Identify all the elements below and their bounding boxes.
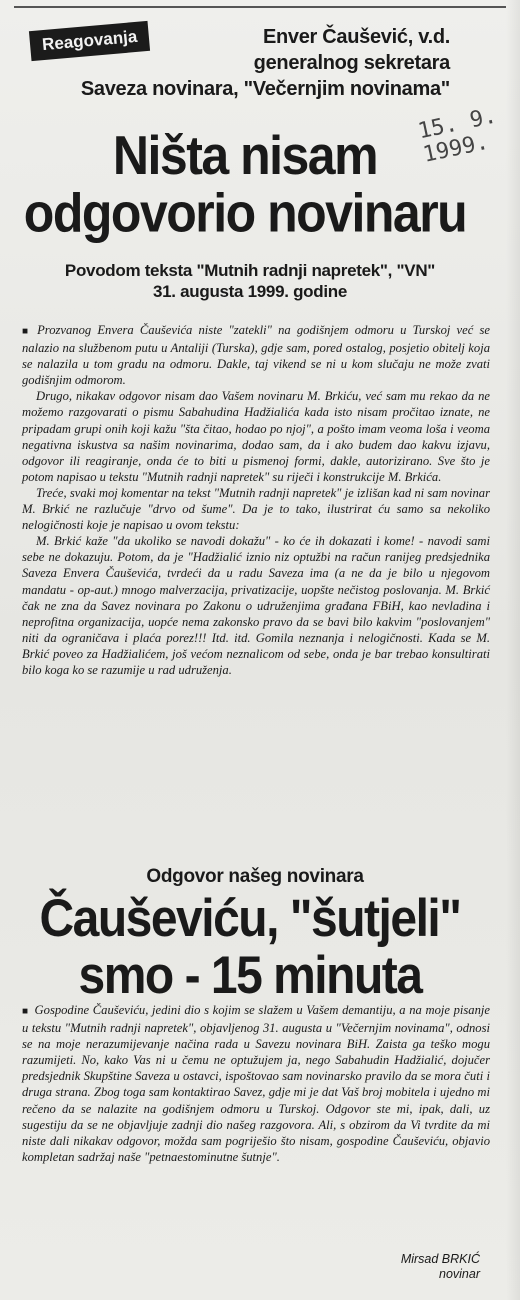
author-line-1: Enver Čaušević, v.d. [262, 26, 450, 48]
bullet-square-icon: ■ [22, 1006, 29, 1017]
top-rule [14, 6, 506, 8]
paragraph: Drugo, nikakav odgovor nisam dao Vašem novinaru M. Brkiću, već sam mu rekao da ne možemo razgovarati o pismu Sabahudina Hadžialića kada isto nisam pročitao iznate, ne pripadam grupi onih koji kažu "šta čitao, hodao po njoj", a pošto imam veoma loša i veoma negativna iskustva sa našim novinarima, dodao sam, da i ako budem dao kakvu izjavu, odgovor ili reagiranje, onda će to biti u pismenoj formi, dakle, autorizirano. Sve što je potom napisao u tekstu "Mutnih radnji napretek" su riječi i konstrukcije M. Brkića. [22, 389, 490, 484]
bullet-square-icon: ■ [22, 326, 32, 337]
author-line-3: Saveza novinara, "Večernjim novinama" [80, 78, 450, 100]
article-body [22, 322, 490, 678]
paper-edge-shadow [506, 0, 520, 1300]
paragraph-text: Gospodine Čauševiću, jedini dio s kojim se slažem u Vašem demantiju, a na moje pisanje u tekstu "Mutnih radnji napretek", objavljenog 31. augusta u "Večernjim novinama", odnosi se na moje nerazumijevanje načina rada u Savezu novinara BiH. Zaista ga teško mogu razumijeti. No, kako Vas ni u čemu ne optužujem ja, nego Sabahudin Hadžialić, dojučer predsjednik Skupštine Saveza u ostavci, ispoštovao sam novinarsko pravilo da se mora čuti i druga strana. Zbog toga sam kontaktirao Savez, gdje mi je dat Vaš broj mobitela i ujedno mi rečeno da se nalazite na godišnjem odmoru u Turskoj. Odgovor ste mi, ipak, dali, uz sugestiju da se ne objavljuje zadnji dio našeg razgovora. Ali, s obzirom da Vi tvrdite da mi niste dali nikakav odgovor, možda sam pogriješio što nisam, gospodine Čauševiću, objavio kompletan sadržaj naše "petnaestominutne šutnje". [22, 1003, 490, 1164]
section-label-reagovanja: Reagovanja [29, 21, 151, 61]
paragraph [22, 1002, 490, 1165]
paragraph [22, 322, 490, 388]
paragraph-text: Prozvanog Envera Čauševića niste "zatekli" na godišnjem odmoru u Turskoj već se nalazio na službenom putu u Antaliji (Turska), gdje sam, pored ostalog, posjetio obitelj koja se nalazila u tom gradu na odmoru. Dakle, taj vikend se ni u kom slučaju ne može zvati godišnjim odmorom. [22, 323, 490, 388]
subtitle-line-2: 31. augusta 1999. godine [152, 282, 348, 301]
reply-section-label: Odgovor našeg novinara [146, 866, 364, 887]
signature [401, 1252, 480, 1282]
paragraph: Treće, svaki moj komentar na tekst "Mutnih radnji napretek" je izlišan kad ni sam novinar M. Brkić ne razlučuje "drvo od šume". Da je to tako, ilustrirat ću samo sa nekoliko nelogičnosti koje je napisao u ovom tekstu: [22, 485, 490, 533]
handwritten-date: 15. 9. 1999. [415, 103, 499, 168]
article-subtitle [20, 260, 480, 302]
subtitle-line-1: Povodom teksta "Mutnih radnji napretek", "VN" [64, 261, 436, 280]
paragraph: M. Brkić kaže "da ukoliko se navodi dokažu" - ko će ih dokazati i kome! - navodi sami sebe ne dokazuju. Potom, da je "Hadžialić iznio niz optužbi na račun ranijeg predsjednika Saveza Envera Čauševića, tvrdeći da u radu Saveza ima (a ne da je bilo u njegovom mandatu - op-aut.) mnogo malverzacija, privatizacije, uopšte nečistog poslovanja. M. Brkić čak ne zna da Savez novinara po Zakonu o udruženjima građana FBiH, kao nevladina i neprofitna organizacija, uopće nema zakonsko pravo da se bavi bilo kakvim "poslovanjem" niti da ograničava i plaća porez!!! Itd. itd. Gomila neznanja i nelogičnosti. Kada se M. Brkić poveo za Hadžialićem, još većom neznalicom od sebe, onda je bar trebao konsultirati bilo koga ko se razumije u rad udruženja. [22, 534, 490, 677]
article-title: Ništa nisam odgovorio novinaru [23, 124, 467, 244]
signature-role: novinar [439, 1267, 480, 1281]
signature-name: Mirsad BRKIĆ [400, 1252, 480, 1266]
author-line-2: generalnog sekretara [253, 52, 450, 74]
reply-title: Čauševiću, "šutjeli" smo - 15 minuta [39, 889, 461, 1006]
reply-body [22, 1002, 490, 1165]
